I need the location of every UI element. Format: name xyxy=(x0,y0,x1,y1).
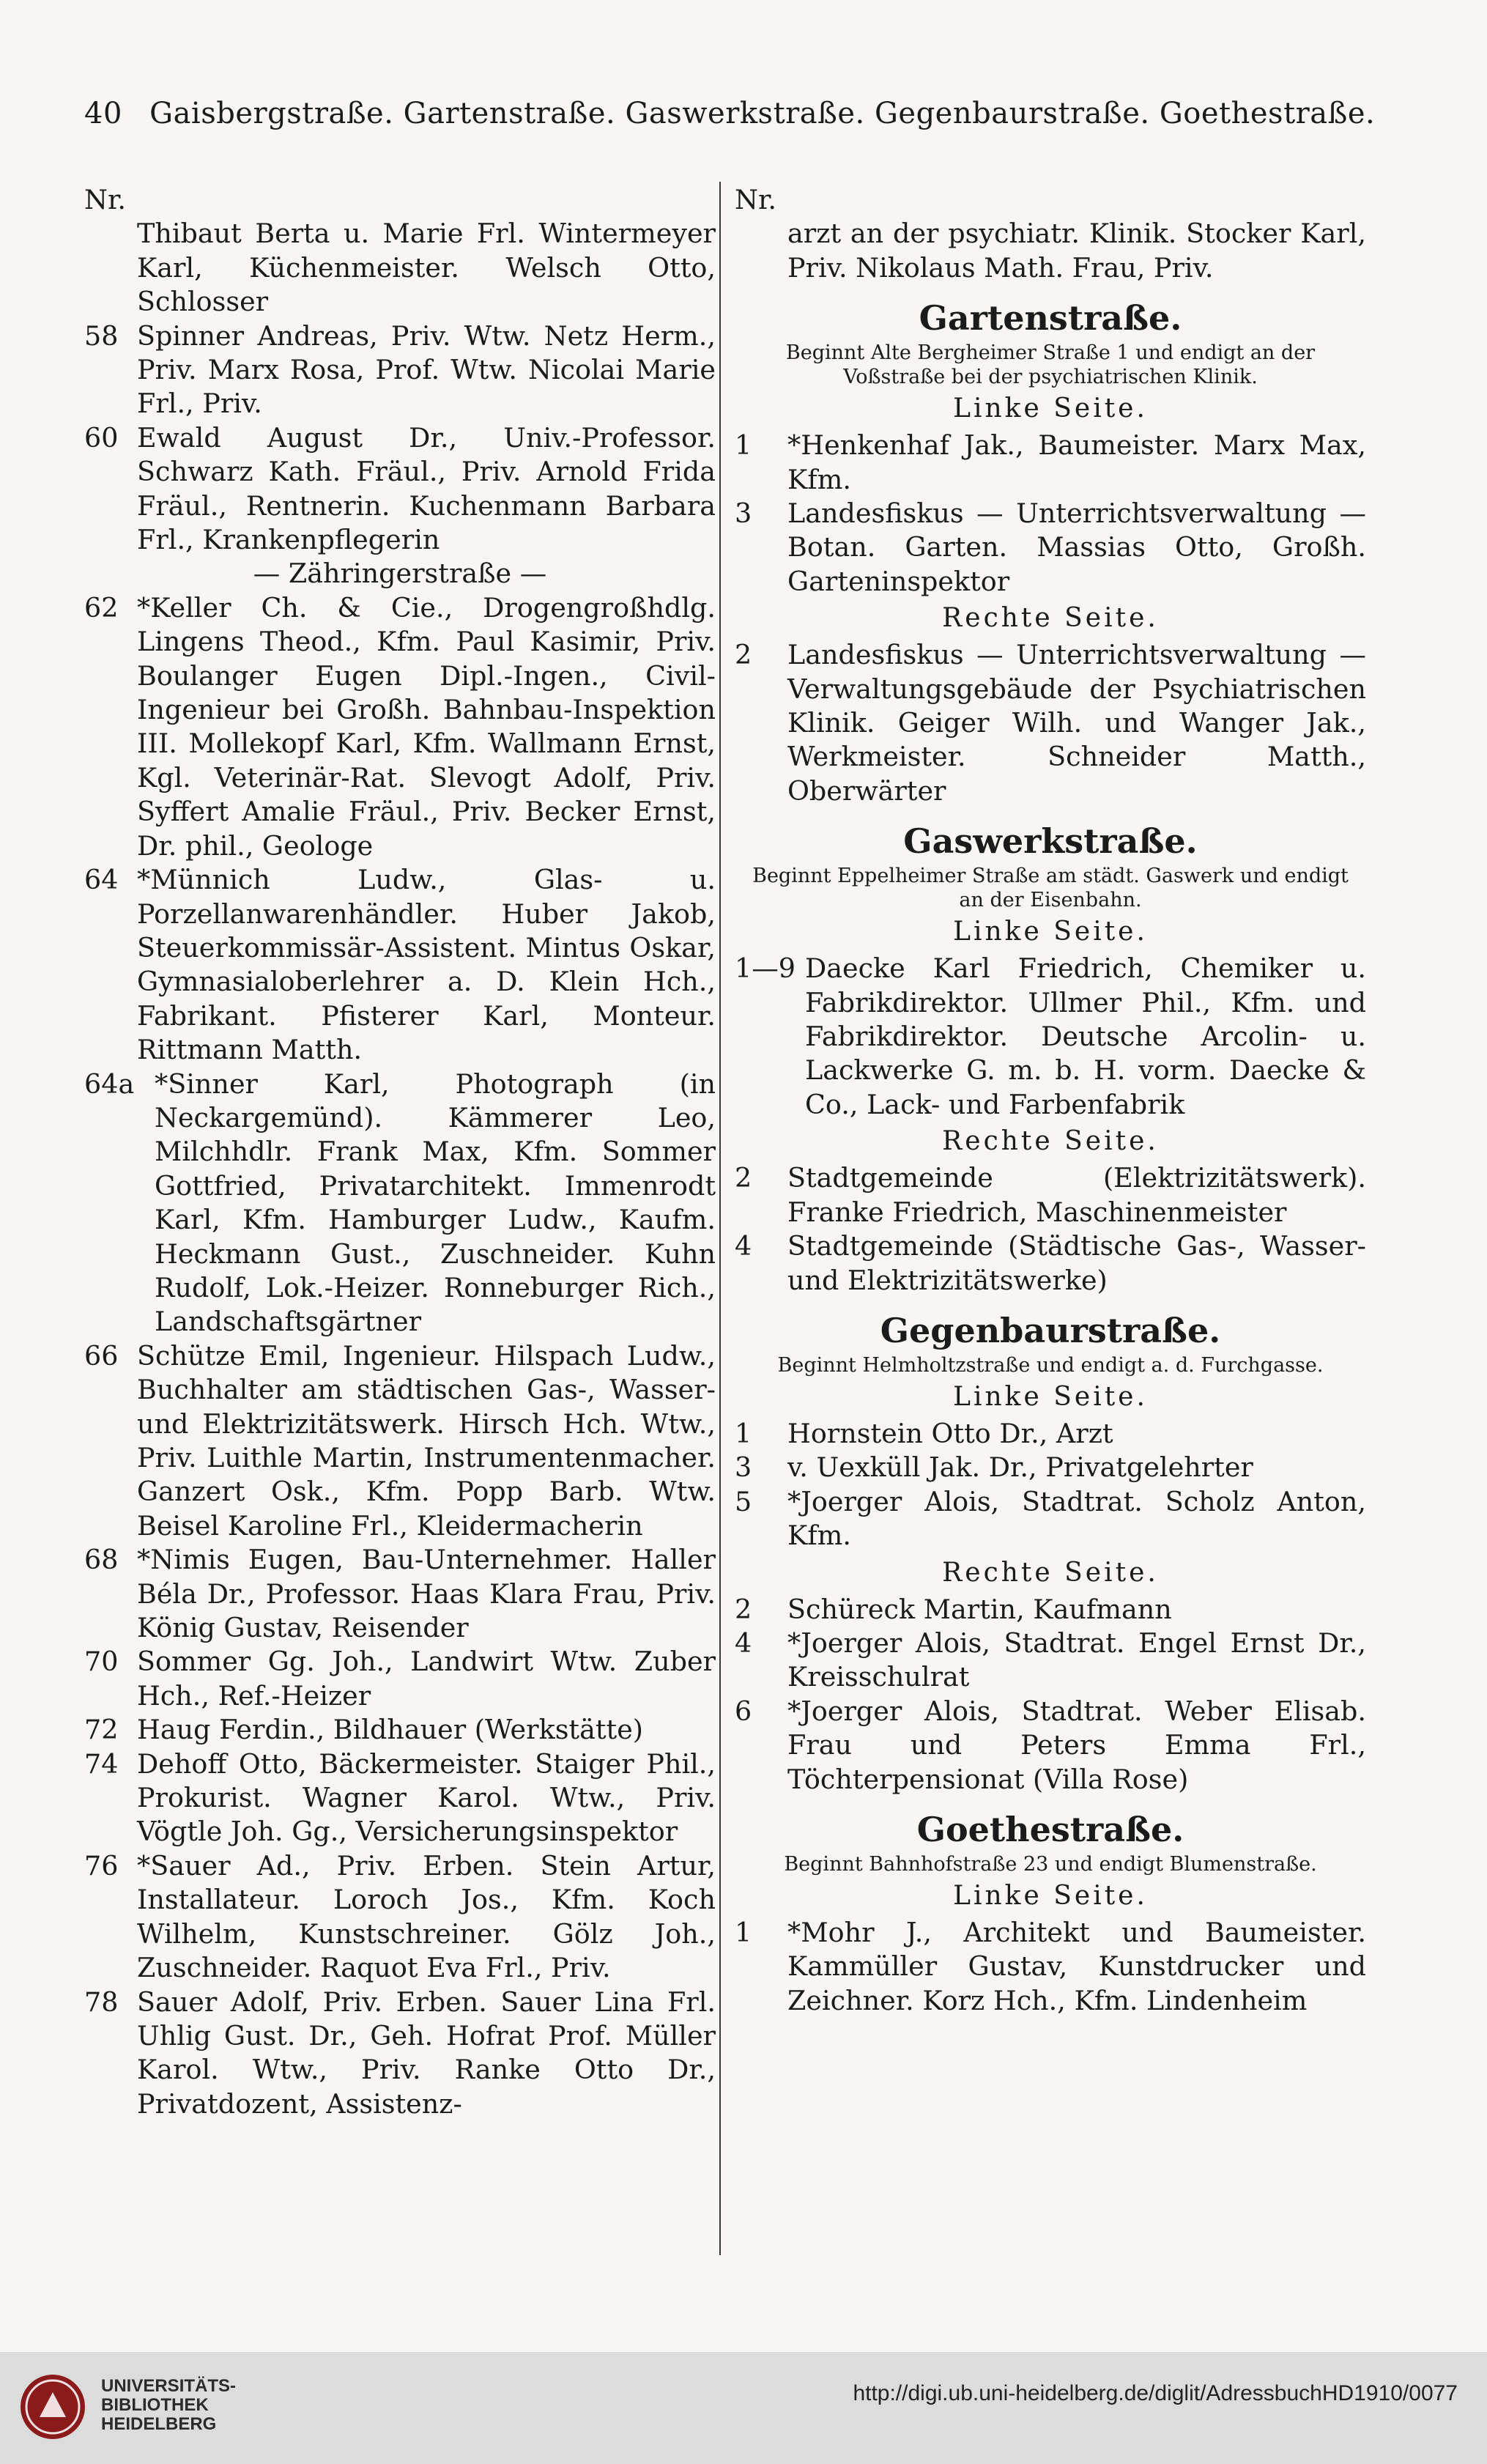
entry-text: arzt an der psychiatr. Klinik. Stocker Karl, Priv. Nikolaus Math. Frau, Priv. xyxy=(787,218,1366,284)
entry-text: Thibaut Berta u. Marie Frl. Wintermeyer Karl, Küchenmeister. Welsch Otto, Schlosser xyxy=(137,218,716,318)
entry-text: Dehoff Otto, Bäckermeister. Staiger Phil., Prokurist. Wagner Karol. Wtw., Priv. Vögtle Joh. Gg., Versicherungsinspektor xyxy=(137,1747,716,1848)
house-number: 1 xyxy=(735,429,752,462)
house-number: 64 xyxy=(84,864,119,896)
entry-text: Schüreck Martin, Kaufmann xyxy=(787,1593,1172,1625)
directory-entry xyxy=(735,1627,1366,1695)
entry-text: *Joerger Alois, Stadtrat. Scholz Anton, Kfm. xyxy=(787,1485,1366,1552)
entry-text: Hornstein Otto Dr., Arzt xyxy=(787,1417,1113,1449)
house-number: 60 xyxy=(84,421,119,454)
entry-text: Spinner Andreas, Priv. Wtw. Netz Herm., Priv. Marx Rosa, Prof. Wtw. Nicolai Marie Frl., Priv. xyxy=(137,319,716,420)
street-side-label: Linke Seite. xyxy=(953,1381,1148,1412)
continuation-entry xyxy=(735,217,1366,285)
directory-entry xyxy=(84,1849,716,1986)
street-side-label: Linke Seite. xyxy=(953,1880,1148,1911)
street-heading: Gegenbaurstraße. xyxy=(880,1310,1221,1350)
street-heading: Gartenstraße. xyxy=(919,298,1182,338)
source-url-link[interactable]: http://digi.ub.uni-heidelberg.de/diglit/AdressbuchHD1910/0077 xyxy=(853,2381,1458,2405)
entry-text: Daecke Karl Friedrich, Chemiker u. Fabrikdirektor. Ullmer Phil., Kfm. und Fabrikdirektor. Deutsche Arcolin- u. Lackwerke G. m. b. H. vorm. Daecke & Co., Lack- und Farbenfabrik xyxy=(805,952,1366,1120)
entry-text: *Joerger Alois, Stadtrat. Engel Ernst Dr., Kreisschulrat xyxy=(787,1627,1366,1693)
left-column xyxy=(84,183,716,2121)
entry-text: Landesfiskus — Unterrichtsverwaltung — Verwaltungsgebäude der Psychiatrischen Klinik. Geiger Wilh. und Wanger Jak., Werkmeister. Schneider Matth., Oberwärter xyxy=(787,639,1366,807)
house-number: 70 xyxy=(84,1646,119,1678)
house-number: 78 xyxy=(84,1986,119,2018)
entry-text: Sommer Gg. Joh., Landwirt Wtw. Zuber Hch., Ref.-Heizer xyxy=(137,1646,716,1712)
house-number: 3 xyxy=(735,497,752,530)
directory-entry xyxy=(735,429,1366,497)
directory-entry xyxy=(84,421,716,558)
house-number: 2 xyxy=(735,639,752,671)
column-divider xyxy=(719,182,721,2255)
house-number: 6 xyxy=(735,1695,752,1727)
library-name-line: BIBLIOTHEK xyxy=(101,2395,209,2415)
entry-text: Stadtgemeinde (Städtische Gas-, Wasser- und Elektrizitätswerke) xyxy=(787,1230,1366,1296)
entry-text: Landesfiskus — Unterrichtsverwaltung — Botan. Garten. Massias Otto, Großh. Garteninspektor xyxy=(787,497,1366,597)
university-library-seal-icon xyxy=(18,2372,88,2442)
nr-label: Nr. xyxy=(84,184,126,215)
house-number: 72 xyxy=(84,1714,119,1746)
directory-entry xyxy=(735,1451,1366,1484)
entry-text: *Sinner Karl, Photograph (in Neckargemünd). Kämmerer Leo, Milchhdlr. Frank Max, Kfm. Sommer Gottfried, Privatarchitekt. Immenrodt Karl, Kfm. Hamburger Ludw., Kaufm. Heckmann Gust., Zuschneider. Kuhn Rudolf, Lok.-Heizer. Ronneburger Rich., Landschaftsgärtner xyxy=(155,1068,716,1338)
house-number: 1 xyxy=(735,1417,752,1449)
library-name-line: HEIDELBERG xyxy=(101,2414,217,2434)
entry-text: *Nimis Eugen, Bau-Unternehmer. Haller Béla Dr., Professor. Haas Klara Frau, Priv. König Gustav, Reisender xyxy=(137,1544,716,1644)
directory-entry xyxy=(735,1161,1366,1229)
entry-text: v. Uexküll Jak. Dr., Privatgelehrter xyxy=(787,1451,1253,1484)
right-column xyxy=(735,183,1366,2018)
directory-entry xyxy=(735,1485,1366,1553)
entry-text: Sauer Adolf, Priv. Erben. Sauer Lina Frl. Uhlig Gust. Dr., Geh. Hofrat Prof. Müller Karol. Wtw., Priv. Ranke Otto Dr., Privatdozent, Assistenz- xyxy=(137,1986,716,2120)
entry-text: *Sauer Ad., Priv. Erben. Stein Artur, Installateur. Loroch Jos., Kfm. Koch Wilhelm, Kunstschreiner. Gölz Joh., Zuschneider. Raquot Eva Frl., Priv. xyxy=(137,1849,716,1984)
street-description: Beginnt Helmholtzstraße und endigt a. d. Furchgasse. xyxy=(777,1353,1324,1377)
entry-text: Schütze Emil, Ingenieur. Hilspach Ludw., Buchhalter am städtischen Gas-, Wasser- und Elektrizitätswerk. Hirsch Hch. Wtw., Priv. Luithle Martin, Instrumentenmacher. Ganzert Osk., Kfm. Popp Barb. Wtw. Beisel Karoline Frl., Kleidermacherin xyxy=(137,1339,716,1542)
nr-label: Nr. xyxy=(735,184,776,215)
entry-text: Stadtgemeinde (Elektrizitätswerk). Franke Friedrich, Maschinenmeister xyxy=(787,1162,1366,1228)
page-header-title: Gaisbergstraße. Gartenstraße. Gaswerkstraße. Gegenbaurstraße. Goethestraße. xyxy=(149,97,1376,130)
house-number: 58 xyxy=(84,319,119,352)
page-number: 40 xyxy=(84,97,122,130)
house-number: 4 xyxy=(735,1627,752,1659)
house-number: 1 xyxy=(735,1916,752,1948)
street-description: Beginnt Alte Bergheimer Straße 1 und endigt an der Voßstraße bei der psychiatrischen Klinik. xyxy=(785,341,1316,389)
house-number: 5 xyxy=(735,1485,752,1517)
street-side-label: Rechte Seite. xyxy=(942,1557,1159,1588)
directory-entry xyxy=(735,952,1366,1122)
directory-entry xyxy=(735,1593,1366,1627)
directory-entry xyxy=(735,1695,1366,1797)
directory-entry xyxy=(84,591,716,863)
directory-entry xyxy=(84,1645,716,1713)
house-number: 2 xyxy=(735,1593,752,1625)
house-number: 66 xyxy=(84,1339,119,1372)
directory-entry xyxy=(84,1986,716,2122)
directory-entry xyxy=(84,1543,716,1645)
directory-entry xyxy=(84,863,716,1067)
directory-entry xyxy=(735,497,1366,599)
house-number: 68 xyxy=(84,1544,119,1576)
entry-text: Haug Ferdin., Bildhauer (Werkstätte) xyxy=(137,1714,644,1746)
directory-entry xyxy=(84,1339,716,1543)
house-number: 62 xyxy=(84,591,119,624)
street-side-label: Rechte Seite. xyxy=(942,1126,1159,1157)
street-heading: Gaswerkstraße. xyxy=(903,821,1198,862)
library-name xyxy=(101,2377,236,2434)
street-description: Beginnt Bahnhofstraße 23 und endigt Blumenstraße. xyxy=(784,1852,1317,1876)
entry-text: *Münnich Ludw., Glas- u. Porzellanwarenhändler. Huber Jakob, Steuerkommissär-Assistent. Mintus Oskar, Gymnasialoberlehrer a. D. Klein Hch., Fabrikant. Pfisterer Karl, Monteur. Rittmann Matth. xyxy=(137,864,716,1066)
entry-text: *Keller Ch. & Cie., Drogengroßhdlg. Lingens Theod., Kfm. Paul Kasimir, Priv. Boulanger Eugen Dipl.-Ingen., Civil-Ingenieur bei Großh. Bahnbau-Inspektion III. Mollekopf Karl, Kfm. Wallmann Ernst, Kgl. Veterinär-Rat. Slevogt Adolf, Priv. Syffert Amalie Fräul., Priv. Becker Ernst, Dr. phil., Geologe xyxy=(137,591,716,862)
entry-text: *Mohr J., Architekt und Baumeister. Kammüller Gustav, Kunstdrucker und Zeichner. Korz Hch., Kfm. Lindenheim xyxy=(787,1916,1366,2016)
house-number: 3 xyxy=(735,1451,752,1484)
directory-entry xyxy=(735,638,1366,808)
house-number: 2 xyxy=(735,1162,752,1194)
cross-street-separator: — Zähringerstraße — xyxy=(253,558,547,590)
house-number: 64a xyxy=(84,1068,135,1100)
directory-entry xyxy=(84,1068,716,1339)
entry-text: Ewald August Dr., Univ.-Professor. Schwarz Kath. Fräul., Priv. Arnold Frida Fräul., Rentnerin. Kuchenmann Barbara Frl., Krankenpflegerin xyxy=(137,421,716,556)
library-name-line: UNIVERSITÄTS- xyxy=(101,2376,237,2396)
house-number: 76 xyxy=(84,1849,119,1882)
directory-entry xyxy=(735,1229,1366,1298)
page-header xyxy=(84,88,1376,139)
directory-entry xyxy=(84,319,716,421)
street-side-label: Linke Seite. xyxy=(953,393,1148,424)
entry-text: *Joerger Alois, Stadtrat. Weber Elisab. Frau und Peters Emma Frl., Töchterpensionat (Villa Rose) xyxy=(787,1695,1366,1795)
directory-entry xyxy=(84,217,716,319)
directory-entry xyxy=(84,1747,716,1849)
entry-text: *Henkenhaf Jak., Baumeister. Marx Max, Kfm. xyxy=(787,429,1366,495)
directory-entry xyxy=(735,1916,1366,2018)
house-number: 74 xyxy=(84,1747,119,1780)
directory-entry xyxy=(84,1713,716,1747)
street-description: Beginnt Eppelheimer Straße am städt. Gaswerk und endigt an der Eisenbahn. xyxy=(752,865,1349,912)
directory-entry xyxy=(735,1417,1366,1451)
house-number xyxy=(84,217,137,319)
house-number: 4 xyxy=(735,1230,752,1262)
street-side-label: Linke Seite. xyxy=(953,917,1148,947)
street-side-label: Rechte Seite. xyxy=(942,603,1159,634)
street-heading: Goethestraße. xyxy=(916,1809,1184,1849)
house-number: 1—9 xyxy=(735,952,796,985)
